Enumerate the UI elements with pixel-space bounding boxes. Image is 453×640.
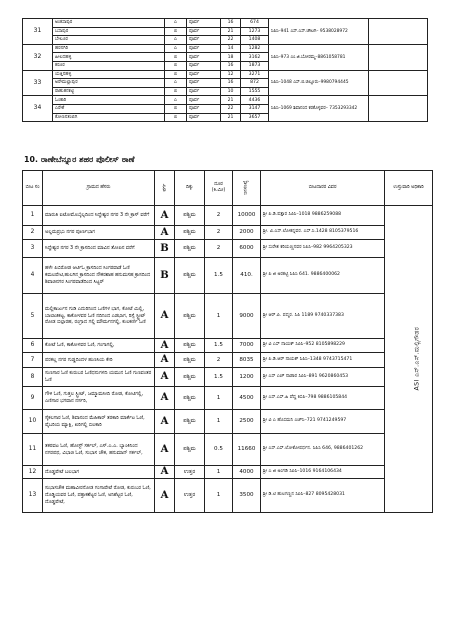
header-distance: ದೂರ (ಕಿ.ಮೀ)	[205, 171, 233, 206]
village-name: ಹೀಲದಹಳ್ಳಿ	[53, 53, 165, 62]
empty-cell	[369, 96, 428, 122]
distance: 16	[221, 61, 241, 70]
direction: ಪಶ್ಚಿಮ	[175, 434, 205, 466]
beat-staff: ಸಿಪಿಸಿ–1069 ಶಿವಾನಂದ ಕರಕೊಳ್ಳವರ– 7353293342	[269, 96, 369, 122]
beat-number: 12	[23, 466, 43, 479]
distance: 1.5	[205, 339, 233, 353]
population: 1200	[233, 368, 261, 387]
direction: ಪಶ್ಚಿಮ	[175, 206, 205, 226]
category: A	[155, 466, 175, 479]
category: ಬಿ	[165, 61, 187, 70]
distance: 22	[221, 36, 241, 45]
empty-cell	[369, 70, 428, 96]
beat-number: 10	[23, 410, 43, 434]
beat-staff: ಶ್ರೀ. ವಿ.ಎಸ್.ಲೋಕನ್ನವರ. ಎಸ್.ಸಿ.1428 8105379516	[261, 226, 385, 240]
group-number: 31	[23, 19, 53, 45]
distance: 2	[205, 226, 233, 240]
direction: ಪೂರ್ವ	[187, 79, 221, 88]
beat-staff: ಶ್ರೀ ಡಿ.ಟಿ ಹುಲಗಣ್ಣನ ಸಿಪಿಸಿ–827 8095428031	[261, 479, 385, 513]
category: A	[155, 294, 175, 339]
category: ಬಿ	[165, 87, 187, 96]
category: ಎ	[165, 96, 187, 105]
beat-staff: ಶ್ರೀ ವಿ ಎಸ್ ನಾಯಕ್ ಸಿಪಿಸಿ–952 8105898229	[261, 339, 385, 353]
distance: 1	[205, 294, 233, 339]
location-name: ಸಿದ್ದೇಶ್ವರ ನಗರ 3 ನೇ ಕ್ರಾಸದಿಂದ ಮಾವಿನ ತೋಪಿನ ವರೆಗೆ	[43, 240, 155, 258]
beat-table	[22, 170, 433, 513]
category: A	[155, 434, 175, 466]
distance: 22	[221, 104, 241, 113]
direction: ಪೂರ್ವ	[187, 27, 221, 36]
distance: 21	[221, 96, 241, 105]
category: A	[155, 410, 175, 434]
beat-staff: ಶ್ರೀ ಪಿ.ಡಿ.ಆರ್ ನಾಯಕ್ ಸಿಪಿಸಿ–1348 9743715471	[261, 353, 385, 368]
table-row	[23, 353, 433, 368]
location-name: ಸೈಕಲಗಾರ ಓಣಿ, ಶಿವಾನಂದ ಮೆಹಿಕಾರ್ ತರಕಾರಿ ಮಾರ್ಕೆಟ ಓಣಿ, ಪೈಬರಿಯ ಮ್ಯಾಕ್ಷಿ, ಖರಿಗಲ್ಲಿ ಬಿಲಕಾರಿ	[43, 410, 155, 434]
table-row	[23, 44, 428, 53]
population: 410.	[233, 258, 261, 294]
category: B	[155, 258, 175, 294]
beat-number: 11	[23, 434, 43, 466]
village-name: ಕರೂರ	[53, 61, 165, 70]
beat-staff: ಶ್ರೀ ಆರ್.ಪಿ. ಪದ್ಮರ. ಸಿಪಿ 1189 9740337383	[261, 294, 385, 339]
distance: 10	[221, 87, 241, 96]
population: 10000	[233, 206, 261, 226]
header-row	[23, 171, 433, 206]
category: A	[155, 206, 175, 226]
category: A	[155, 339, 175, 353]
population: 4436	[241, 96, 269, 105]
direction: ಪಶ್ಚಿಮ	[175, 226, 205, 240]
beat-staff: ಶ್ರೀ ಎಸ್ ಎಚ್ ನಾಡಾರ ಸಿಪಿಸಿ–891 9620860453	[261, 368, 385, 387]
direction: ಪೂರ್ವ	[187, 19, 221, 28]
beat-staff: ಸಿಪಿಸಿ–973 ಎಂ.ಜಿ.ಬೋರಮ್ಮ–8861058781	[269, 44, 369, 70]
category: ಬಿ	[165, 113, 187, 122]
beat-staff: ಸಿಪಿಸಿ–1048 ಎಸ್.ಬಿ.ಚಿಲ್ಲೂರು–9980794445	[269, 70, 369, 96]
table-row	[23, 339, 433, 353]
location-name: ಮಲ್ಲಿಕಾರ್ಜುನ ಗುಡಿ ಎದುರಿನಿಂದ ಒಣಿಗಳ ಭಾಗ, ಕೋಟೆ ಮಿಲ್ಲಿ, ಬಾಲಾಜಿಕಟ್ಟ, ಕಾಕೋಳವರ ಓಣಿ ನದಿನಿಂದ ಎಡಭಾಗ, ರಿಸ್ಸೆ ಸ್ಟ್ರೀಟ್ ರೋಡ ಬಿಲ್ಗಾರಹ, ರಂಗ್ರಾದ ಗಲ್ಲಿ ಮೌರ್ಮನಗಲ್ಲಿ, ಕುಲಕರ್ಣಿ ಓಣಿ	[43, 294, 155, 339]
population: 11660	[233, 434, 261, 466]
village-name: ಕೋಣನತಂಬಿಗಿ	[53, 113, 165, 122]
category: A	[155, 353, 175, 368]
header-category-label: ವರ್ಗ	[161, 183, 167, 192]
header-population-label: ಜನಸಂಖ್ಯೆ	[243, 180, 249, 196]
village-name: ಯತ್ತಿನಹಳ್ಳಿ	[53, 70, 165, 79]
beat-number: 1	[23, 206, 43, 226]
distance: 21	[221, 27, 241, 36]
header-location: ಗ್ರಾಮದ ಹೆಸರು	[43, 171, 155, 206]
table-row	[23, 294, 433, 339]
village-name: ಹರನಗಿರಿ	[53, 44, 165, 53]
category: B	[155, 240, 175, 258]
officer-cell	[385, 206, 433, 513]
beat-number: 6	[23, 339, 43, 353]
distance: 16	[221, 19, 241, 28]
population: 6000	[233, 240, 261, 258]
beat-number: 7	[23, 353, 43, 368]
table-row	[23, 96, 428, 105]
section-title: 10. ರಾಣೇಬೆನ್ನೂರ ಶಹರ ಪೊಲೀಸ್ ಠಾಣೆ	[24, 155, 135, 164]
category: ಬಿ	[165, 104, 187, 113]
beat-staff: ಶ್ರೀ ಎ ಜಿ ಅಂಗಡಿ ಸಿಪಿಸಿ–1016 9164106434	[261, 466, 385, 479]
category: ಬಿ	[165, 27, 187, 36]
category: ಎ	[165, 36, 187, 45]
category: A	[155, 387, 175, 410]
direction: ಪೂರ್ವ	[187, 44, 221, 53]
direction: ಪಶ್ಚಿಮ	[175, 258, 205, 294]
location-name: ಗೌಳಿ ಓಣಿ, ಗುತ್ತಲ ಸ್ಟ್ರೀಟ್, ಜಮ್ಮಾಮಸೀದಿ ರೋಡ, ಕೋಟಿಗಲ್ಲಿ, ಎಣಿಗಾರ ಭಗವಾನ ನರ್ಸರಿ,	[43, 387, 155, 410]
population: 3271	[241, 70, 269, 79]
location-name: ತಕರವಟ ಓಣಿ, ಹೋಸ್ಟ್ ಸರ್ಕಲ್, ಎಸ್.ಎ.ಎ. ಬ್ಯಾಂಕಿನಿಂದ ನಗರಪಥ, ವಿಭಾಜಿ ಓಣಿ, ಸುಭಾಸ ಚೌಕ, ಹನುಮಾನ್ ಸರ್ಕಲ್,	[43, 434, 155, 466]
table-row	[23, 368, 433, 387]
distance: 18	[221, 53, 241, 62]
direction: ಪಶ್ಚಿಮ	[175, 339, 205, 353]
empty-cell	[369, 44, 428, 70]
category: ಬಿ	[165, 70, 187, 79]
population: 3657	[241, 113, 269, 122]
direction: ಪಶ್ಚಿಮ	[175, 410, 205, 434]
direction: ಉತ್ತರ	[175, 466, 205, 479]
direction: ಪೂರ್ವ	[187, 96, 221, 105]
empty-cell	[369, 19, 428, 45]
beat-staff: ಸಿಪಿಸಿ–941 ಎಸ್.ಎಸ್.ಚೌಟಗಿ– 9538028972	[269, 19, 369, 45]
table-row	[23, 434, 433, 466]
population: 674	[241, 19, 269, 28]
distance: 21	[221, 113, 241, 122]
table-row	[23, 466, 433, 479]
distance: 1.5	[205, 368, 233, 387]
header-category	[155, 171, 175, 206]
beat-staff: ಶ್ರೀ ಪಿ.ಡಿ.ಪತ್ತಾರ ಸಿಪಿಸಿ–1018 9886259088	[261, 206, 385, 226]
category: ಎ	[165, 19, 187, 28]
location-name: ಅಲ್ಲಮಪ್ರಭು ನಗರ ಪೂರ್ಣಭಾಗ	[43, 226, 155, 240]
population: 1282	[241, 44, 269, 53]
header-officer: ಉಸ್ತುವಾರಿ ಅಧಿಕಾರಿ	[385, 171, 433, 206]
population: 4500	[233, 387, 261, 410]
population: 2500	[233, 410, 261, 434]
population: 1555	[241, 87, 269, 96]
distance: 2	[205, 353, 233, 368]
direction: ಪೂರ್ವ	[187, 113, 221, 122]
group-number: 32	[23, 44, 53, 70]
distance: 1	[205, 466, 233, 479]
village-name: ಬಸಾಪುರ	[53, 27, 165, 36]
beat-number: 3	[23, 240, 43, 258]
direction: ಉತ್ತರ	[175, 479, 205, 513]
beat-number: 8	[23, 368, 43, 387]
beat-staff: ಶ್ರೀ ಸುರೇಶ ಕರಿಯಣ್ಣನವರ ಸಿಪಿಸಿ–982 9964205323	[261, 240, 385, 258]
location-name: ಹಳೇ ಪಿಬಿರೋಡ ಆರ್ಟಿಓ ಕ್ರಾಸದಿಂದ ಸಿಂಗರವಾಡೆ ಓಣಿ ಕಮಲಪೇಟಿ,ಹುಲಗಿನ ಕ್ರಾಸದಿಂದ ನೌಕರಶಾಹ ಹನುಮಸಹ ಕ್ರಾಸದಿಂದ ಶಿವಾಜಿನಗರ ಸಿಂಗರವಾಡೆದಿಂದ ಸಿಟ್ಟರ್	[43, 258, 155, 294]
direction: ಪಶ್ಚಿಮ	[175, 294, 205, 339]
beat-staff: ಶ್ರೀ ವಿ ಎ ಹೊಸಮನಿ ಎಚ್‌ಸಿ–721 9741249597	[261, 410, 385, 434]
category: ಎ	[165, 79, 187, 88]
distance: 16	[221, 79, 241, 88]
village-name: ಅಂಕಸಾಪುರ	[53, 19, 165, 28]
beat-staff: ಶ್ರೀ ಎಸ್.ಎಸ್.ಲೋಕೋಪರ್ಧನ. ಸಿಪಿಸಿ 646, 9886401262	[261, 434, 385, 466]
table-row	[23, 387, 433, 410]
population: 3147	[241, 104, 269, 113]
beat-staff: ಶ್ರೀ ಪಿ ಜಿ ಅರಕಟ್ಟಿ ಸಿಪಿಸಿ 641. 9886400062	[261, 258, 385, 294]
population: 1273	[241, 27, 269, 36]
population: 1408	[241, 36, 269, 45]
distance: 1	[205, 479, 233, 513]
village-name: ಎರೇಕೆ	[53, 104, 165, 113]
population: 1873	[241, 61, 269, 70]
category: ಬಿ	[165, 53, 187, 62]
direction: ಪೂರ್ವ	[187, 53, 221, 62]
category: A	[155, 226, 175, 240]
location-name: ಸುಣಗಾರ ಓಣಿ ಕುರುಬರ ಓಣಿಧನುಗಳದಿ ಯಮುನ ಓಣಿ ಗುಣವಂತರ ಓಣಿ	[43, 368, 155, 387]
previous-station-table	[22, 18, 428, 122]
location-name: ದೊಡ್ಡಪೇಟೆ ಬಲಭಾಗ	[43, 466, 155, 479]
distance: 14	[221, 44, 241, 53]
header-beat-staff: ಬೀಟದಾರರ ವಿವರ	[261, 171, 385, 206]
location-name: ಕೋಟೆ ಓಣಿ, ಕಾಕೋಳವರ ಓಣಿ, ಗಂಗಾಗಲ್ಲಿ,	[43, 339, 155, 353]
beat-number: 9	[23, 387, 43, 410]
distance: 1	[205, 410, 233, 434]
direction: ಪಶ್ಚಿಮ	[175, 387, 205, 410]
village-name: ಅರೇಮಲ್ಲಾಪುರ	[53, 79, 165, 88]
direction: ಪಶ್ಚಿಮ	[175, 368, 205, 387]
header-population	[233, 171, 261, 206]
distance: 2	[205, 206, 233, 226]
table-row	[23, 240, 433, 258]
location-name: ಪರಕಲ್ಲ ನಗರ ಗುಡ್ಡದಿಂದಳ ಹುಣಸಿಯ ಕೇರಿ	[43, 353, 155, 368]
header-direction: ದಿಕ್ಕು	[175, 171, 205, 206]
direction: ಪಶ್ಚಿಮ	[175, 353, 205, 368]
direction: ಪೂರ್ವ	[187, 36, 221, 45]
table-row	[23, 258, 433, 294]
group-number: 33	[23, 70, 53, 96]
beat-number: 13	[23, 479, 43, 513]
population: 7000	[233, 339, 261, 353]
beat-number: 4	[23, 258, 43, 294]
direction: ಪೂರ್ವ	[187, 70, 221, 79]
officer-name: ASI ಎಸ್.ಎಸ್.ಮಲ್ಲಿಗೌಡರ	[413, 327, 421, 391]
population: 4000	[233, 466, 261, 479]
beat-number: 2	[23, 226, 43, 240]
village-name: ಓಂಕಾರಿ	[53, 96, 165, 105]
category: A	[155, 368, 175, 387]
distance: 1.5	[205, 258, 233, 294]
population: 2000	[233, 226, 261, 240]
table-row	[23, 226, 433, 240]
location-name: ಮಾರುತಿ ಐಟೋಮೊಬೈಲ್ಸದಿಂದ ಸಿದ್ದೇಶ್ವರ ನಗರ 3 ನೇ ಕ್ರಾಸ್ ವರೆಗೆ	[43, 206, 155, 226]
village-name: ಬೇಲೂರ	[53, 36, 165, 45]
table-row	[23, 479, 433, 513]
direction: ಪಶ್ಚಿಮ	[175, 240, 205, 258]
header-beat-no: ಬೀಟ ಸಂ	[23, 171, 43, 206]
population: 9000	[233, 294, 261, 339]
village-name: ರಾಹುತನಕಟ್ಟಿ	[53, 87, 165, 96]
beat-staff: ಶ್ರೀ ಎಸ್.ಎಸ್.ಹಿ ಪೆದ್ದ ಕಿಸಪಿ–798 9886105844	[261, 387, 385, 410]
table-row	[23, 410, 433, 434]
table-row	[23, 70, 428, 79]
distance: 2	[205, 240, 233, 258]
table-row	[23, 19, 428, 28]
population: 8035	[233, 353, 261, 368]
distance: 1	[205, 387, 233, 410]
table-row	[23, 206, 433, 226]
category: A	[155, 479, 175, 513]
group-number: 34	[23, 96, 53, 122]
distance: 12	[221, 70, 241, 79]
direction: ಪೂರ್ವ	[187, 104, 221, 113]
population: 872	[241, 79, 269, 88]
population: 3162	[241, 53, 269, 62]
category: ಎ	[165, 44, 187, 53]
beat-number: 5	[23, 294, 43, 339]
location-name: ಸುಭಾಸಚೌಕ ಮಹಾವೀರನೋಡ ಗಂಗಾಪೇಟೆ ರೋಡ, ಕುರುಬರ ಓಣಿ, ದೊಡ್ಡಿಯವರ ಓಣಿ, ಪತ್ತಾಕಶೆಟ್ಟರ ಓಣಿ, ಅನಿಶೆಟ್ಟರ ಓಣಿ, ದೊಡ್ಡಪೇಟೆ,	[43, 479, 155, 513]
direction: ಪೂರ್ವ	[187, 87, 221, 96]
direction: ಪೂರ್ವ	[187, 61, 221, 70]
distance: 0.5	[205, 434, 233, 466]
population: 3500	[233, 479, 261, 513]
